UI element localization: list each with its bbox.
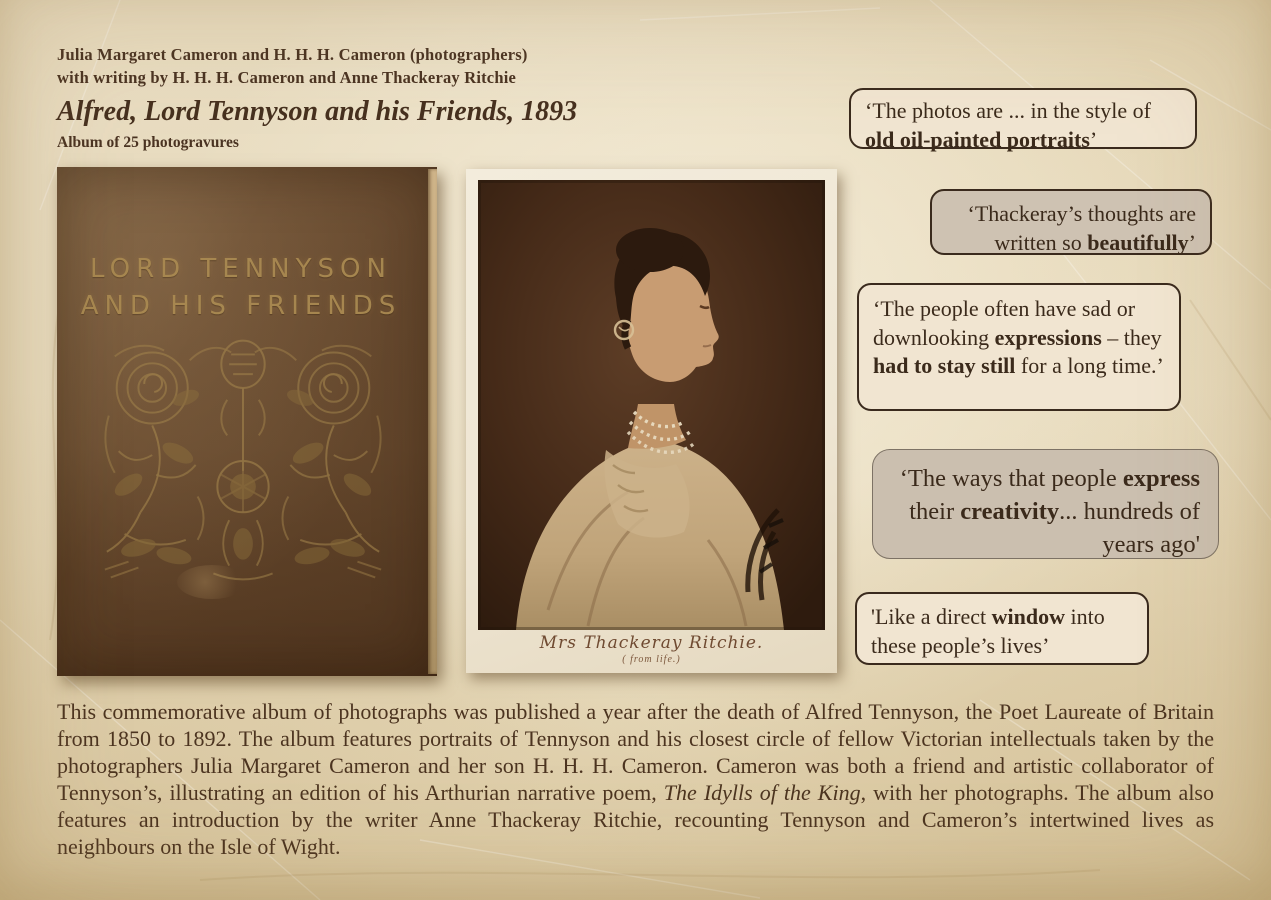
portrait-caption: Mrs Thackeray Ritchie. xyxy=(539,633,764,653)
quote-bubble-window: 'Like a direct window into these people’s lives’ xyxy=(855,592,1149,665)
quote-bubble-expressions: ‘The people often have sad or downlooking expressions – they had to stay still for a long time.’ xyxy=(857,283,1181,411)
description-paragraph: This commemorative album of photographs was published a year after the death of Alfred Tennyson, the Poet Laureate of Britain from 1850 to 1892. The album features portraits of Tennyson and his closest circle of fellow Victorian intellectuals taken by the photographers Julia Margaret Cameron and her son H. H. H. Cameron. Cameron was both a friend and artistic collaborator of Tennyson’s, illustrating an edition of his Arthurian narrative poem, The Idylls of the King, with her photographs. The album also features an introduction by the writer Anne Thackeray Ritchie, recounting Tennyson and Cameron’s intertwined lives as neighbours on the Isle of Wight. xyxy=(57,699,1214,859)
quote-bubble-oil-portraits: ‘The photos are ... in the style of old oil-painted portraits’ xyxy=(849,88,1197,149)
book-page-edge xyxy=(428,169,437,674)
album-subtitle: Album of 25 photogravures xyxy=(57,134,239,151)
cover-title-line-1: LORD TENNYSON xyxy=(90,254,392,284)
portrait-plate xyxy=(466,169,837,673)
page-title: Alfred, Lord Tennyson and his Friends, 1893 xyxy=(57,96,578,127)
portrait-subcaption: ( from life.) xyxy=(622,654,681,665)
quote-bubble-creativity: ‘The ways that people express their creativity... hundreds of years ago' xyxy=(872,449,1219,559)
cover-stain xyxy=(177,565,247,599)
portrait-photo xyxy=(478,180,825,630)
cover-title-line-2: AND HIS FRIENDS xyxy=(80,291,402,321)
credit-line-2: with writing by H. H. H. Cameron and Anne Thackeray Ritchie xyxy=(57,67,517,87)
credit-line-1: Julia Margaret Cameron and H. H. H. Cameron (photographers) xyxy=(57,45,528,64)
header xyxy=(57,44,577,152)
floral-ornament xyxy=(95,335,391,585)
book-cover-image xyxy=(57,167,437,676)
cover-title xyxy=(57,251,425,325)
portrait-illustration xyxy=(478,180,825,630)
quote-bubble-beautifully: ‘Thackeray’s thoughts are written so beautifully’ xyxy=(930,189,1212,255)
